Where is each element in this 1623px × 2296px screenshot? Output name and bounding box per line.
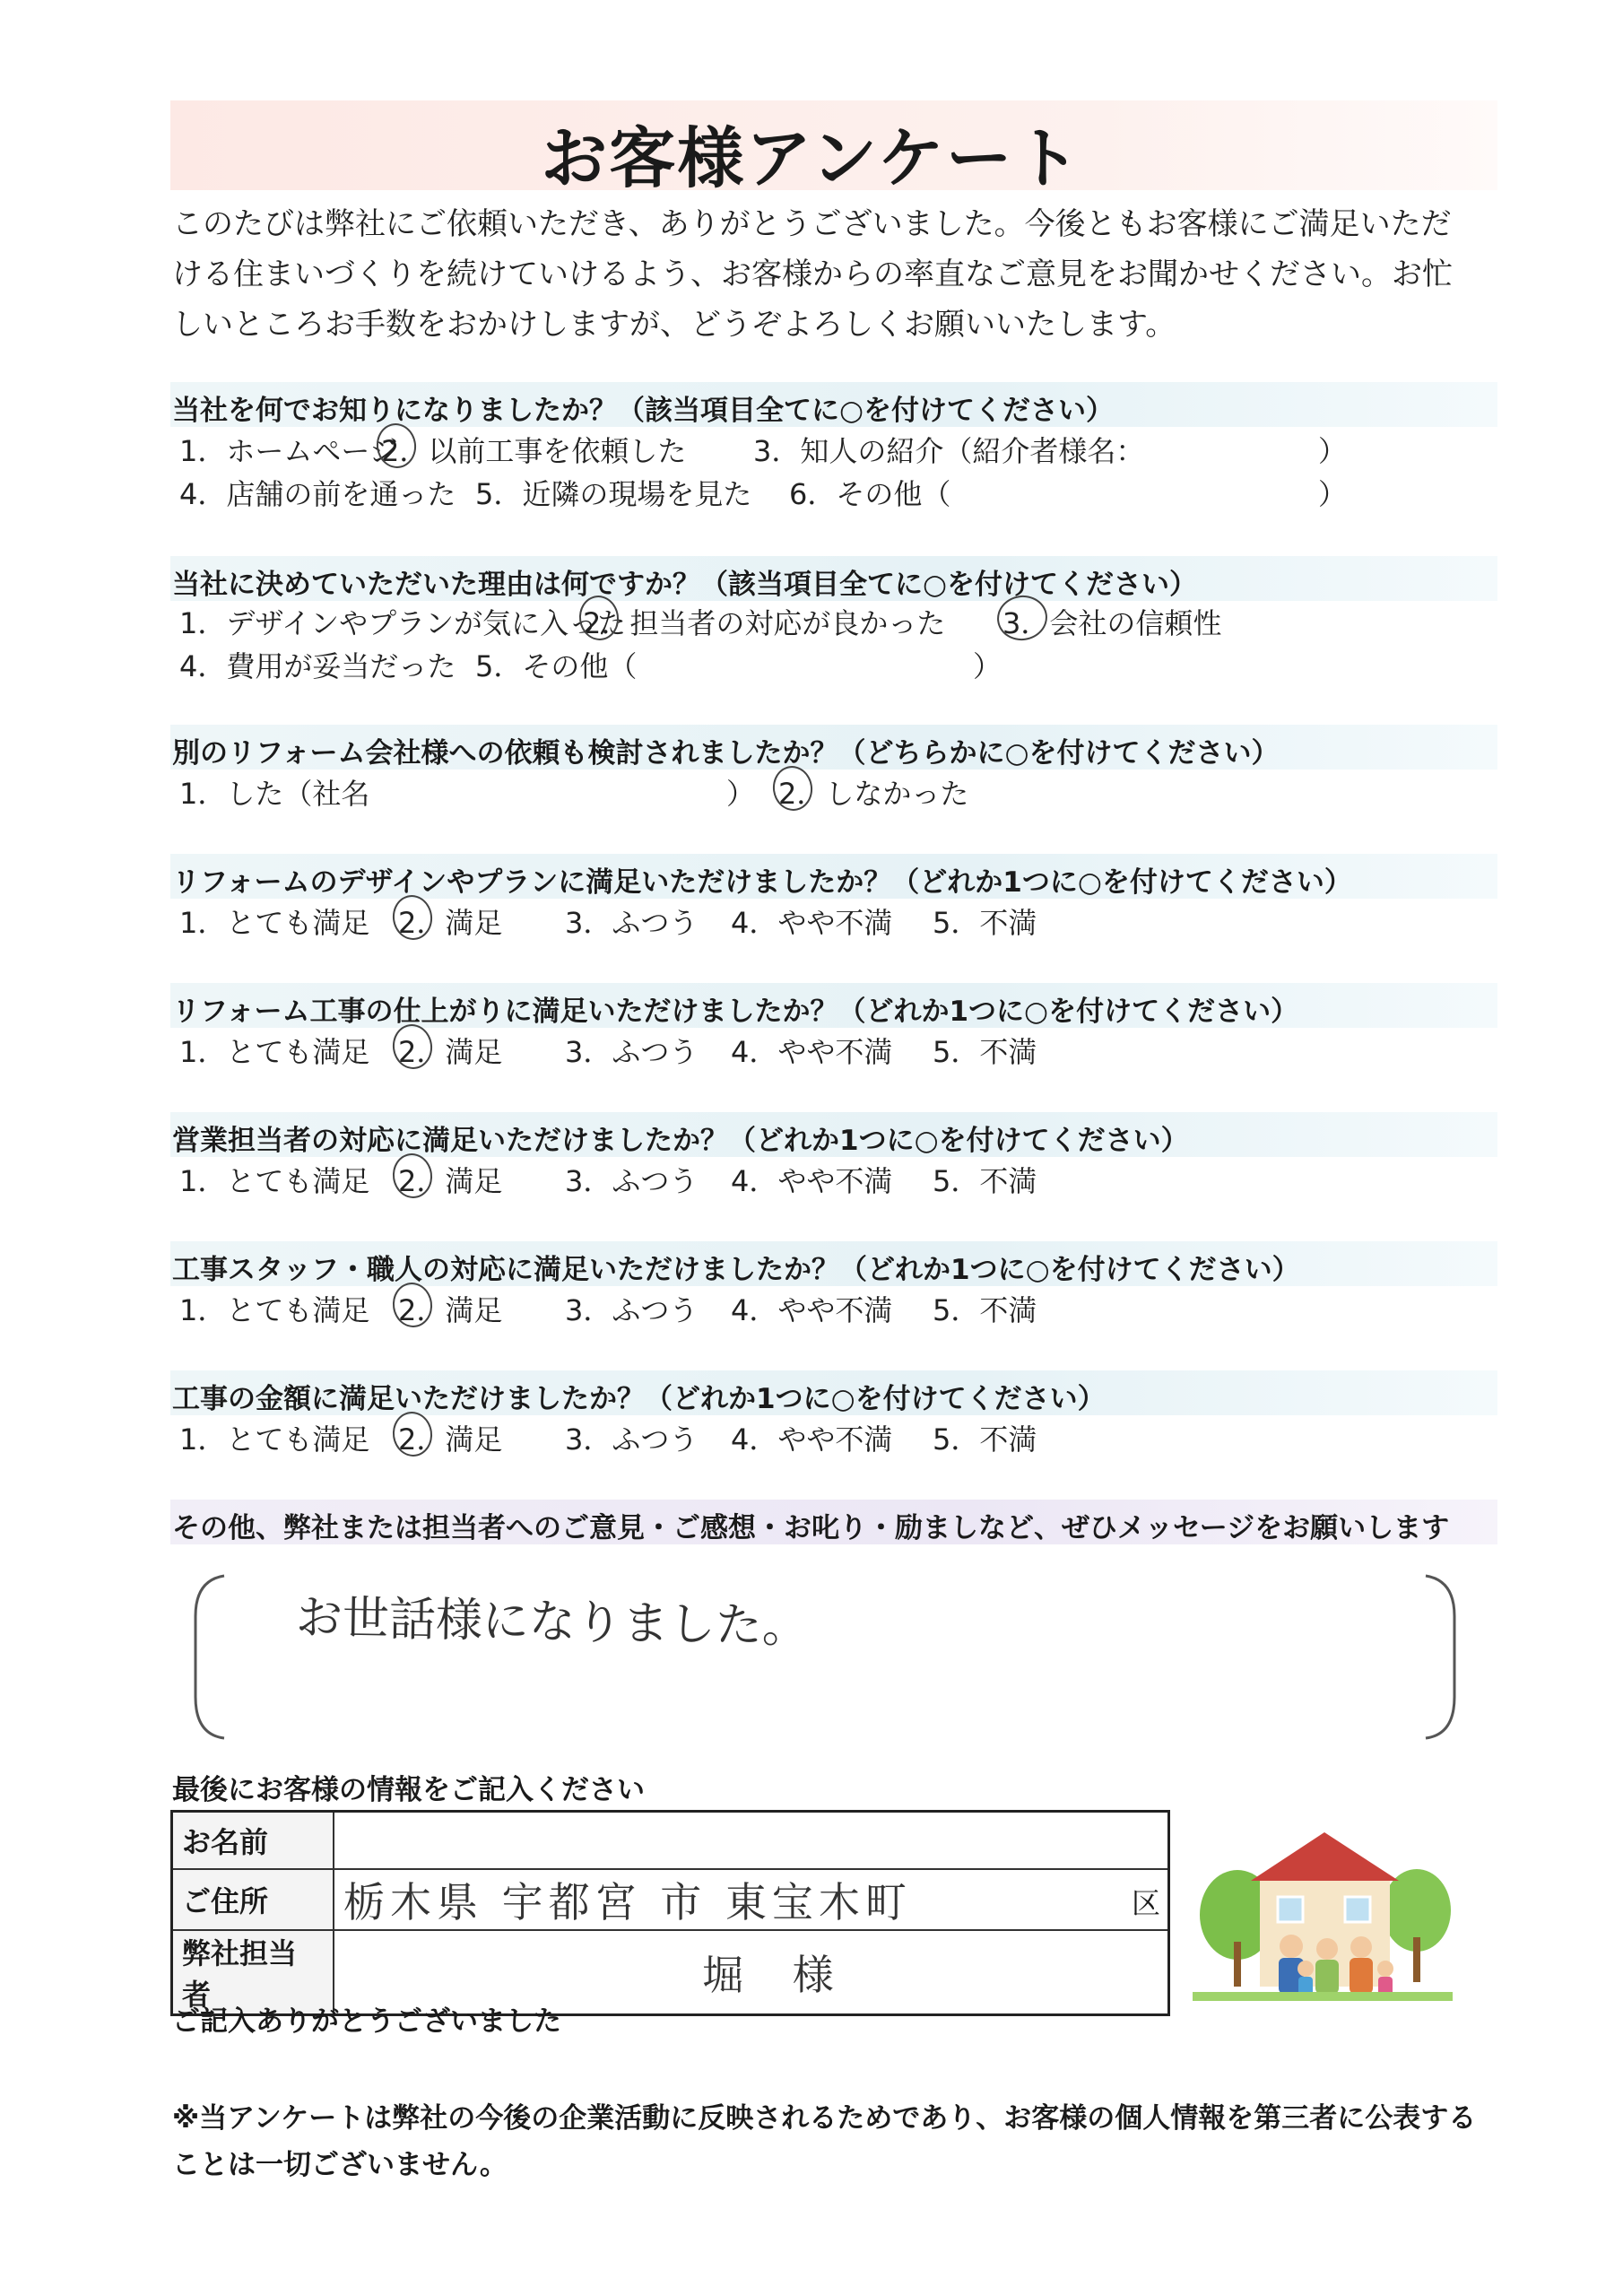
message-box-right-bracket	[1426, 1576, 1454, 1738]
q1-option-3-close: ）	[1318, 434, 1348, 468]
house-family-illustration	[1193, 1825, 1453, 2005]
q2-option-3[interactable]: 3．会社の信頼性	[1002, 606, 1222, 640]
q4-option-5[interactable]: 5．不満	[933, 906, 1037, 940]
q7-option-2[interactable]: 2．満足	[398, 1293, 503, 1327]
house-window-1	[1278, 1897, 1303, 1922]
intro-text: このたびは弊社にご依頼いただき、ありがとうございました。今後ともお客様にご満足いただける住まいづくりを続けていけるよう、お客様からの率直なご意見をお聞かせください。お忙しいところお手数をおかけしますが、どうぞよろしくお願いいたします。	[172, 206, 1453, 343]
address-value: 栃木県 宇都宮 市 東宝木町	[343, 1878, 912, 1926]
person-child-head	[1298, 1961, 1314, 1977]
q8-question: 工事の金額に満足いただけましたか？（どれか1つに○を付けてください）	[172, 1383, 1106, 1415]
q2-option-5-close: ）	[973, 649, 1002, 683]
q6-option-2[interactable]: 2．満足	[398, 1164, 503, 1198]
q1-option-3[interactable]: 3．知人の紹介（紹介者様名：	[753, 434, 1145, 468]
q4-option-1[interactable]: 1．とても満足	[179, 906, 370, 940]
q5-option-3[interactable]: 3．ふつう	[565, 1035, 699, 1069]
q4-option-4[interactable]: 4．やや不満	[731, 906, 893, 940]
q2-option-1[interactable]: 1．デザインやプランが気に入った	[179, 606, 627, 640]
q6-option-1[interactable]: 1．とても満足	[179, 1164, 370, 1198]
message-answer[interactable]: お世話様になりました。	[295, 1591, 810, 1654]
q1-option-6-close: ）	[1318, 477, 1348, 511]
q1-question: 当社を何でお知りになりましたか？（該当項目全てに○を付けてください）	[172, 395, 1115, 427]
q3-option-1[interactable]: 1．した（社名	[179, 777, 370, 811]
q2-option-5[interactable]: 5．その他（	[475, 649, 638, 683]
q4-option-2[interactable]: 2．満足	[398, 906, 503, 940]
person-grandparent-head	[1316, 1938, 1338, 1960]
q6-option-5[interactable]: 5．不満	[933, 1164, 1037, 1198]
privacy-note: ※当アンケートは弊社の今後の企業活動に反映されるためであり、お客様の個人情報を第三者に公表することは一切ございません。	[172, 2102, 1477, 2181]
q6-option-3[interactable]: 3．ふつう	[565, 1164, 699, 1198]
q5-option-4[interactable]: 4．やや不満	[731, 1035, 893, 1069]
name-field[interactable]	[334, 1812, 1169, 1870]
q5-option-5[interactable]: 5．不満	[933, 1035, 1037, 1069]
message-box-left-bracket	[195, 1576, 224, 1738]
q3-option-2[interactable]: 2．しなかった	[778, 777, 969, 811]
info-table	[170, 1810, 1170, 2016]
house-roof	[1251, 1832, 1399, 1881]
q2-question: 当社に決めていただいた理由は何ですか？（該当項目全てに○を付けてください）	[172, 569, 1198, 601]
tree-left-trunk	[1234, 1942, 1241, 1987]
name-label: お名前	[172, 1812, 334, 1870]
q4-question: リフォームのデザインやプランに満足いただけましたか？（どれか1つに○を付けてください）	[172, 866, 1352, 899]
q7-question: 工事スタッフ・職人の対応に満足いただけましたか？（どれか1つに○を付けてください）	[172, 1254, 1300, 1286]
page-title: お客様アンケート	[541, 120, 1082, 197]
person-mother-head	[1350, 1936, 1372, 1958]
q7-option-1[interactable]: 1．とても満足	[179, 1293, 370, 1327]
q1-option-4[interactable]: 4．店舗の前を通った	[179, 477, 456, 511]
staff-label: 弊社担当者	[172, 1930, 334, 2015]
person-grandparent-body	[1315, 1960, 1339, 1994]
q5-option-2[interactable]: 2．満足	[398, 1035, 503, 1069]
q7-option-5[interactable]: 5．不満	[933, 1293, 1037, 1327]
info-heading: 最後にお客様の情報をご記入ください	[172, 1774, 645, 1806]
q1-option-5[interactable]: 5．近隣の現場を見た	[475, 477, 752, 511]
person-girl-head	[1377, 1961, 1393, 1977]
q8-option-4[interactable]: 4．やや不満	[731, 1422, 893, 1457]
q2-option-4[interactable]: 4．費用が妥当だった	[179, 649, 456, 683]
q1-option-1[interactable]: 1．ホームページ	[179, 434, 398, 468]
info-row-address	[172, 1869, 1169, 1930]
q7-option-3[interactable]: 3．ふつう	[565, 1293, 699, 1327]
person-mother-body	[1350, 1958, 1373, 1994]
q5-question: リフォーム工事の仕上がりに満足いただけましたか？（どれか1つに○を付けてください）	[172, 996, 1299, 1028]
lawn	[1193, 1992, 1453, 2001]
q8-option-5[interactable]: 5．不満	[933, 1422, 1037, 1457]
q8-option-1[interactable]: 1．とても満足	[179, 1422, 370, 1457]
person-father-head	[1280, 1935, 1303, 1958]
address-field[interactable]	[334, 1869, 1169, 1930]
q8-option-2[interactable]: 2．満足	[398, 1422, 503, 1457]
q8-option-3[interactable]: 3．ふつう	[565, 1422, 699, 1457]
staff-value: 堀 様	[702, 1951, 852, 1999]
tree-right-trunk	[1413, 1937, 1420, 1982]
q2-option-2[interactable]: 2．担当者の対応が良かった	[583, 606, 946, 640]
address-label: ご住所	[172, 1869, 334, 1930]
q6-option-4[interactable]: 4．やや不満	[731, 1164, 893, 1198]
info-row-name	[172, 1812, 1169, 1870]
q3-option-1-close: ）	[726, 777, 756, 811]
message-question: その他、弊社または担当者へのご意見・ご感想・お叱り・励ましなど、ぜひメッセージをお願いします	[172, 1512, 1450, 1544]
q7-option-4[interactable]: 4．やや不満	[731, 1293, 893, 1327]
q1-option-6[interactable]: 6．その他（	[789, 477, 951, 511]
q4-option-3[interactable]: 3．ふつう	[565, 906, 699, 940]
q3-question: 別のリフォーム会社様への依頼も検討されましたか？（どちらかに○を付けてください）	[172, 737, 1280, 770]
q5-option-1[interactable]: 1．とても満足	[179, 1035, 370, 1069]
address-suffix: 区	[1131, 1886, 1160, 1920]
house-window-2	[1345, 1897, 1370, 1922]
q6-question: 営業担当者の対応に満足いただけましたか？（どれか1つに○を付けてください）	[172, 1125, 1189, 1157]
q1-option-2[interactable]: 2．以前工事を依頼した	[381, 434, 687, 468]
thanks-text: ご記入ありがとうございました	[172, 2005, 561, 2038]
